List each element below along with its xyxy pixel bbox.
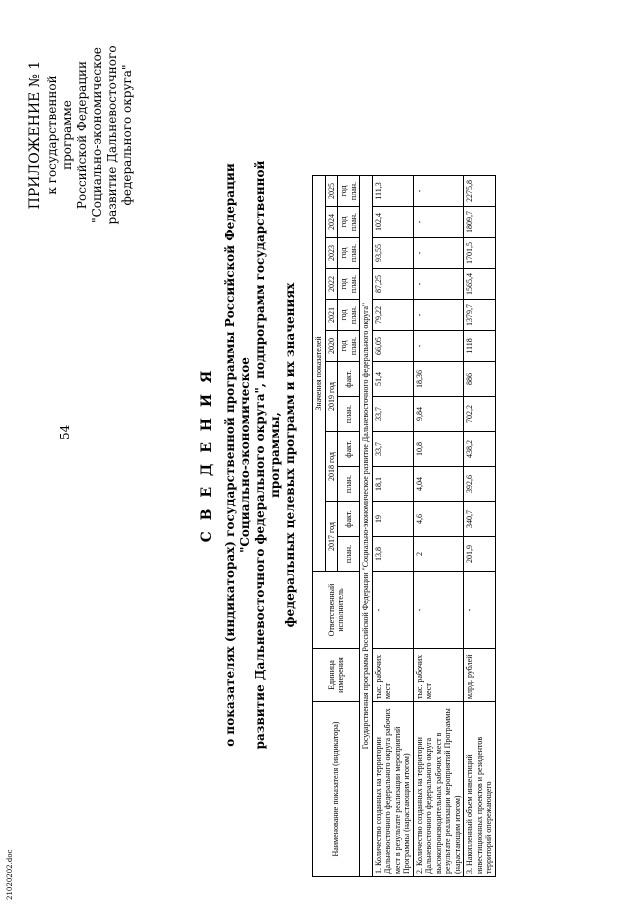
value-cell: 87,25 xyxy=(372,269,413,300)
section-heading: Государственная программа Российской Федерации "Социально-экономическое развитие Дальневосточного федерального округа" xyxy=(360,176,373,877)
value-cell: 66,05 xyxy=(372,331,413,362)
indicator-unit: млрд. рублей xyxy=(464,649,496,702)
value-cell: 9,84 xyxy=(413,397,464,432)
col-name-header: Наименование показателя (индикатора) xyxy=(313,702,360,877)
value-cell: 4,04 xyxy=(413,467,464,502)
value-cell: 1701,5 xyxy=(464,238,496,269)
indicator-name: 2. Количество созданных на территории Дальневосточного федерального округа высокопроизводительных рабочих мест в результате реализации мероприятий Программы (нарастающим итогом) xyxy=(413,702,464,877)
value-cell: 93,55 xyxy=(372,238,413,269)
fact-header: факт. xyxy=(338,432,360,467)
appendix-line: Российской Федерации xyxy=(75,60,89,210)
year-plan-header: год план. xyxy=(338,238,360,269)
value-cell: 340,7 xyxy=(464,502,496,537)
value-cell: 438,2 xyxy=(464,432,496,467)
value-cell: 10,8 xyxy=(413,432,464,467)
value-cell: - xyxy=(413,300,464,331)
year-2020-header: 2020 xyxy=(325,331,338,362)
value-cell: - xyxy=(413,269,464,300)
document-title xyxy=(200,155,298,755)
value-cell: 1565,4 xyxy=(464,269,496,300)
value-cell: 33,7 xyxy=(372,397,413,432)
table-row xyxy=(464,176,496,877)
value-cell: - xyxy=(413,238,464,269)
value-cell: - xyxy=(413,207,464,238)
footer-filename: 21020202.doc xyxy=(6,849,14,900)
indicator-resp: - xyxy=(372,572,413,649)
title-heading: С В Е Д Е Н И Я xyxy=(199,367,215,543)
indicator-name: 1. Количество созданных на территории Дальневосточного федерального округа рабочих мест в результате реализации мероприятий Программы (нарастающим итогом) xyxy=(372,702,413,877)
value-cell: 102,4 xyxy=(372,207,413,238)
indicator-unit: тыс. рабочих мест xyxy=(413,649,464,702)
value-cell: 201,9 xyxy=(464,537,496,572)
appendix-block xyxy=(28,40,135,230)
title-line: развитие Дальневосточного федерального округа", подпрограмм государственной программы, xyxy=(253,160,282,750)
fact-header: факт. xyxy=(338,502,360,537)
year-2024-header: 2024 xyxy=(325,207,338,238)
col-resp-header: Ответственный исполнитель xyxy=(313,572,360,649)
value-cell: 18,1 xyxy=(372,467,413,502)
year-2025-header: 2025 xyxy=(325,176,338,207)
col-unit-header: Единица измерения xyxy=(313,649,360,702)
value-cell: 19 xyxy=(372,502,413,537)
value-cell: 1809,7 xyxy=(464,207,496,238)
value-cell: 79,22 xyxy=(372,300,413,331)
fact-header: факт. xyxy=(338,362,360,397)
value-cell: 13,8 xyxy=(372,537,413,572)
appendix-heading: ПРИЛОЖЕНИЕ № 1 xyxy=(27,60,43,210)
year-2023-header: 2023 xyxy=(325,238,338,269)
value-cell: 392,6 xyxy=(464,467,496,502)
plan-header: план. xyxy=(338,397,360,432)
year-plan-header: год план. xyxy=(338,207,360,238)
value-cell: 886 xyxy=(464,362,496,397)
value-cell: - xyxy=(413,176,464,207)
value-cell: 33,7 xyxy=(372,432,413,467)
value-cell: 702,2 xyxy=(464,397,496,432)
year-2021-header: 2021 xyxy=(325,300,338,331)
year-plan-header: год план. xyxy=(338,269,360,300)
value-cell: 18,36 xyxy=(413,362,464,397)
indicator-name: 3. Накопленный объем инвестиций инвестиционных проектов и резидентов территорий опережающего xyxy=(464,702,496,877)
value-cell: 2275,8 xyxy=(464,176,496,207)
value-cell: 111,3 xyxy=(372,176,413,207)
year-2019-header: 2019 год xyxy=(325,362,338,432)
year-2018-header: 2018 год xyxy=(325,432,338,502)
table-row xyxy=(413,176,464,877)
title-line: о показателях (индикаторах) государственной программы Российской Федерации "Социально-экономическое xyxy=(223,163,252,747)
indicator-resp: - xyxy=(413,572,464,649)
value-cell: 2 xyxy=(413,537,464,572)
page-number: 54 xyxy=(58,424,72,440)
table-row xyxy=(372,176,413,877)
indicator-resp: - xyxy=(464,572,496,649)
year-plan-header: год план. xyxy=(338,300,360,331)
year-2022-header: 2022 xyxy=(325,269,338,300)
value-cell: - xyxy=(413,331,464,362)
value-cell: 1379,7 xyxy=(464,300,496,331)
year-plan-header: год план. xyxy=(338,176,360,207)
plan-header: план. xyxy=(338,537,360,572)
value-cell: 4,6 xyxy=(413,502,464,537)
appendix-line: к государственной программе xyxy=(45,75,74,195)
appendix-line: федерального округа" xyxy=(120,64,134,206)
value-cell: 51,4 xyxy=(372,362,413,397)
year-plan-header: год план. xyxy=(338,331,360,362)
title-line: федеральных целевых программ и их значениях xyxy=(283,282,297,628)
year-2017-header: 2017 год xyxy=(325,502,338,572)
indicators-table xyxy=(312,175,496,877)
indicator-unit: тыс. рабочих мест xyxy=(372,649,413,702)
appendix-line: "Социально-экономическое xyxy=(90,47,104,223)
plan-header: план. xyxy=(338,467,360,502)
value-cell: 1118 xyxy=(464,331,496,362)
appendix-line: развитие Дальневосточного xyxy=(105,45,119,225)
values-header: Значения показателей xyxy=(313,176,326,572)
